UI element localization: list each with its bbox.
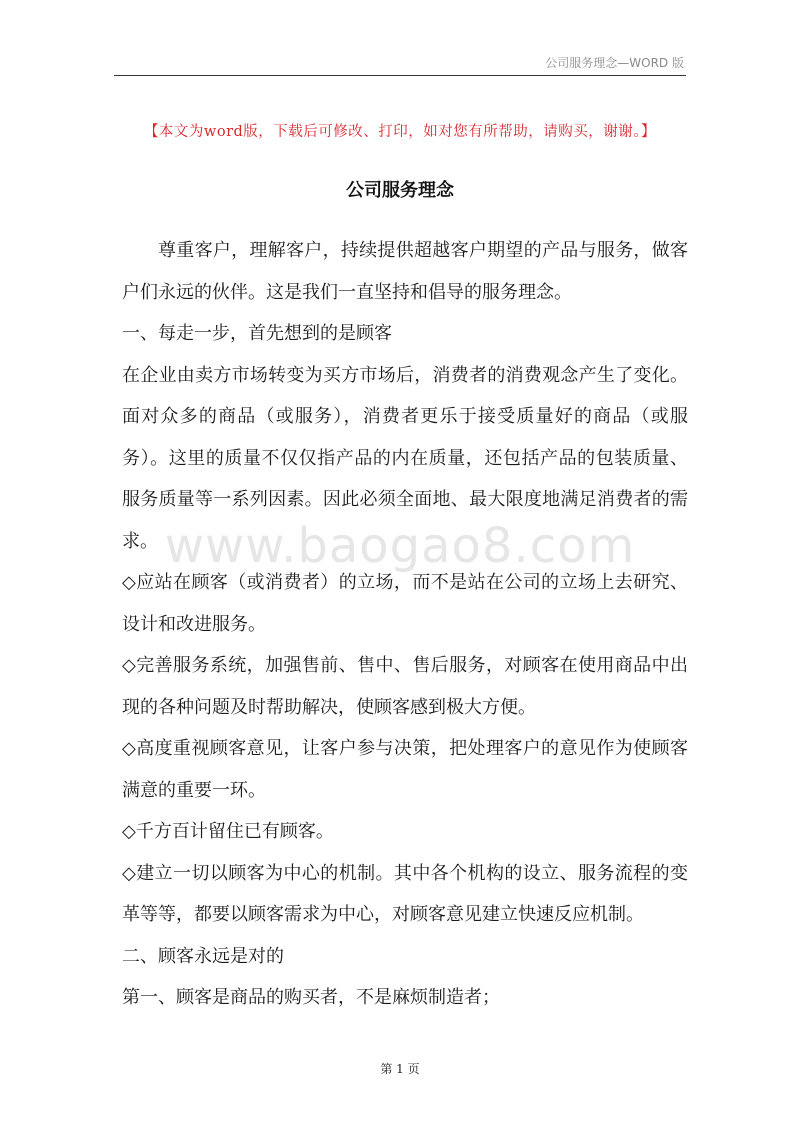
- section-heading-2: 二、顾客永远是对的: [122, 945, 284, 967]
- bullet-item: ◇完善服务系统，加强售前、售中、售后服务，对顾客在使用商品中出现的各种问题及时帮助解决，使顾客感到极大方便。: [122, 655, 688, 718]
- bullet-item: ◇千方百计留住已有顾客。: [122, 821, 334, 842]
- watermark: www.baogao8.com: [164, 518, 636, 574]
- body-paragraph: 第一、顾客是商品的购买者，不是麻烦制造者；: [122, 987, 500, 1008]
- intro-paragraph: 尊重客户，理解客户，持续提供超越客户期望的产品与服务，做客户们永远的伙伴。这是我们一直坚持和倡导的服务理念。: [122, 240, 688, 303]
- body-paragraph: 在企业由卖方市场转变为买方市场后，消费者的消费观念产生了变化。面对众多的商品（或服务），消费者更乐于接受质量好的商品（或服务）。这里的质量不仅仅指产品的内在质量，还包括产品的包装质量、服务质量等一系列因素。因此必须全面地、最大限度地满足消费者的需求。: [122, 364, 688, 552]
- bullet-item: ◇建立一切以顾客为中心的机制。其中各个机构的设立、服务流程的变革等等，都要以顾客需求为中心，对顾客意见建立快速反应机制。: [122, 862, 688, 925]
- bullet-item: ◇应站在顾客（或消费者）的立场，而不是站在公司的立场上去研究、设计和改进服务。: [122, 572, 688, 635]
- bullet-item: ◇高度重视顾客意见，让客户参与决策，把处理客户的意见作为使顾客满意的重要一环。: [122, 738, 688, 801]
- document-body: [122, 230, 688, 1019]
- document-title: 公司服务理念: [346, 180, 454, 201]
- section-heading-1: 一、每走一步，首先想到的是顾客: [122, 323, 392, 344]
- page-number: 第 1 页: [380, 1062, 420, 1076]
- purchase-notice: 【本文为word版，下载后可修改、打印，如对您有所帮助，请购买，谢谢。】: [143, 124, 657, 140]
- header-divider: [114, 75, 686, 76]
- page-header: 公司服务理念—WORD 版: [545, 56, 684, 70]
